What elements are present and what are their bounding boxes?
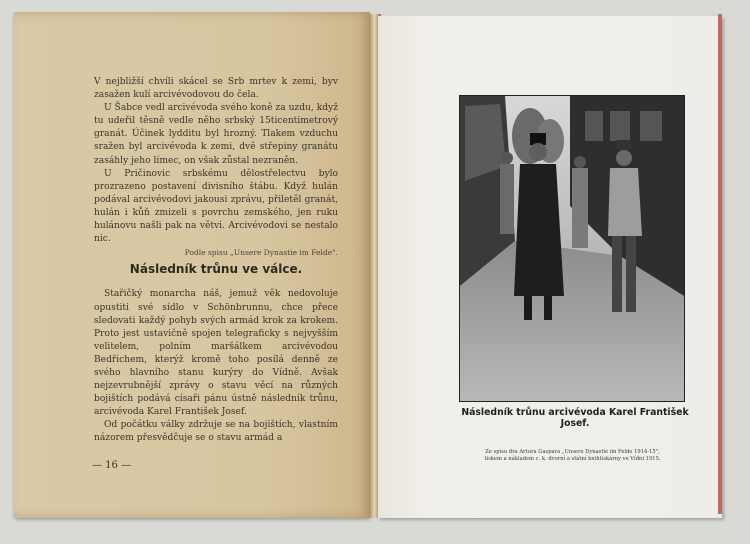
credit-line-1: Ze spisu dra Artura Gaspara „Unsere Dynastie im Felde 1914-15", — [485, 449, 660, 455]
page-number: — 16 — — [92, 460, 132, 471]
photo-caption: Následník trůnu arcivévoda Karel František Josef. — [461, 407, 689, 429]
source-note: Podle spisu „Unsere Dynastie im Felde". — [184, 248, 338, 258]
photo-credit — [460, 449, 685, 463]
paragraph-1: V nejbližší chvíli skácel se Srb mrtev k zemi, byv zasažen kulí arcivévodovou do čela. — [94, 77, 338, 101]
credit-line-2: tiskem a nákladem c. k. dvorní a státní knihtiskárny ve Vídni 1915. — [484, 456, 661, 462]
section-heading: Následník trůnu ve válce. — [129, 262, 303, 277]
paragraph-2: U Šabce vedl arcivévoda svého koně za uzdu, když tu udeřil těsně vedle něho srbský 15ticentimetrový granát. Účinek lydditu byl hrozný. Tlakem vzduchu sražen byl arcivévoda k zemi, dvě střepiny granátu zasáhly jeho límec, on však zůstal nezraněn. — [94, 103, 338, 166]
archduke-photograph — [459, 95, 685, 402]
paragraph-4: Stařičký monarcha náš, jemuž věk nedovoluje opustiti své sídlo v Schönbrunnu, chce přece sledovati každý pohyb svých armád krok za krokem. Proto jest ustavičně spojen telegraficky s nejvyšším velitelem, polním maršálkem arcivévodou Bedřichem, kterýž kromě toho posílá denně ze svého hlavního stanu kurýry do Vídně. Avšak nejzevrubnější zprávy o stavu věcí na různých bojištích podává císaři pánu ústně následník trůnu, arcivévoda Karel František Josef. — [94, 289, 338, 418]
book-edge — [718, 14, 722, 514]
paragraph-3: U Pričinovic srbskému dělostřelectvu bylo prozrazeno postavení divisního štábu. Když hulán podával arcivévodovi jakousi zprávu, přiletěl granát, hulán i kůň zmizeli s povrchu zemského, jen ruku hulánovu našli pak na větvi. Arcivévodovi se nestalo nic. — [94, 168, 338, 245]
paragraph-5: Od počátku války zdržuje se na bojištích, vlastním názorem přesvědčuje se o stavu armád a — [94, 420, 338, 444]
left-page-text — [94, 76, 338, 446]
